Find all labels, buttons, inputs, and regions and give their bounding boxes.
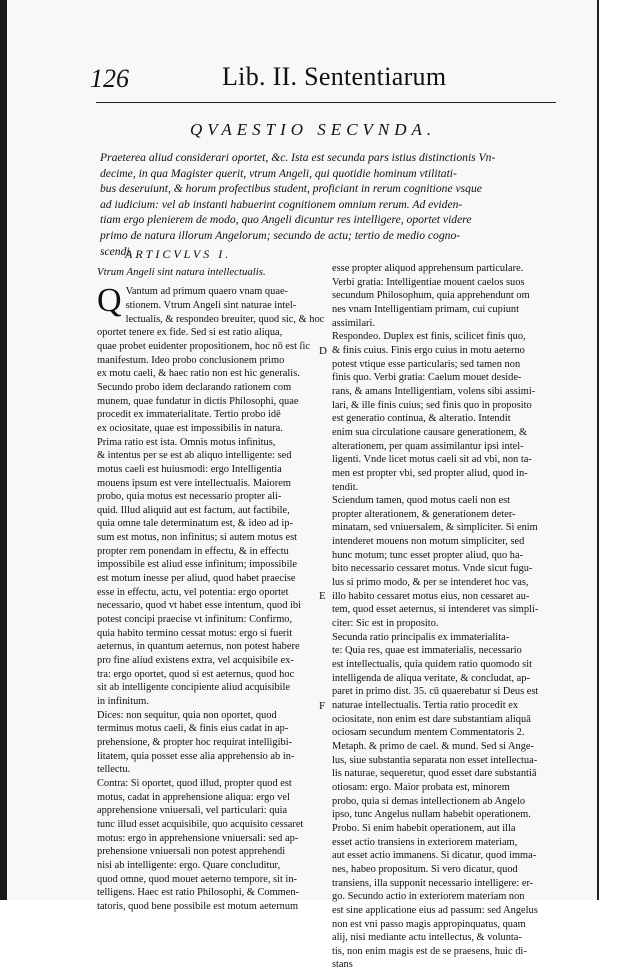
text-line: esse in effectu, actu, vel potentia: ergo oportet (97, 586, 289, 598)
page-number: 126 (90, 64, 129, 93)
text-line: potest concipi praecise vt infinitum: Confirmo, (97, 614, 293, 626)
text-line: ociositate, non enim est dare substantiam aliquā (332, 713, 531, 725)
page-gutter (0, 0, 7, 900)
text-line: pro fine aliud existens extra, vel acquisibile ex- (97, 655, 294, 667)
intro-line: decime, in qua Magister querit, vtrum Angeli, qui quotidie hominum vtilitati- (100, 166, 457, 180)
running-title: Lib. II. Sententiarum (222, 62, 447, 91)
margin-letter-f: F (319, 700, 326, 712)
text-line: Verbi gratia: Intelligentiae mouent caelos suos (332, 276, 525, 288)
text-line: manifestum. Ideo probo conclusionem primo (97, 354, 285, 366)
text-line: minatam, sed vniuersalem, & simpliciter. Si enim (332, 522, 538, 534)
drop-cap: Q (97, 282, 122, 320)
text-line: procedit ex immaterialitate. Tertio probo idē (97, 409, 281, 421)
text-line: tunc illud esset acquisibile, quo acquisito cessaret (97, 818, 304, 830)
text-line: litatem, quia posset esse alia apprehensio ab in- (97, 750, 295, 762)
intro-line: bus deseruiunt, & horum profectibus student, proficiant in rerum cognitione vsque (100, 182, 482, 196)
text-line: Secunda ratio principalis ex immaterialita- (332, 631, 510, 643)
text-line: Respondeo. Duplex est finis, scilicet finis quo, (332, 331, 526, 343)
text-line: est sine applicatione eius ad passum: sed Angelus (332, 904, 538, 916)
text-line: otiosam: ergo. Maior probata est, minorem (332, 781, 510, 793)
text-line: oportet tenere ex fide. Sed si est ratio aliqua, (97, 327, 283, 339)
text-line: necessario, quod vt habet esse intentum, quod ibi (97, 600, 302, 612)
text-line: lari, & ille finis cuius; sed finis quo in proposito (332, 399, 532, 411)
text-line: assimilari. (332, 317, 375, 329)
text-line: est motum inesse per aliud, quod habet praecise (97, 573, 296, 585)
article-heading: ARTICVLVS I. (125, 247, 232, 261)
intro-paragraph (100, 150, 555, 259)
text-line: quia omne tale determinatum est, & ideo ad ip- (97, 518, 293, 530)
text-line: mouens ipsum est vere intellectualis. Maiorem (97, 477, 291, 489)
text-line: Prima ratio est ista. Omnis motus infinitus, (97, 436, 276, 448)
text-line: ociosam secundum mentem Commentatoris 2. (332, 727, 525, 739)
header-rule (96, 102, 556, 103)
text-line: lus, siue substantia separata non esset intellectua- (332, 754, 538, 766)
adjacent-page-edge (597, 0, 631, 900)
text-line: sit ab intelligente concipiente aliud acquisibile (97, 682, 291, 694)
text-line: est generatio continua, & alteratio. Intendit (332, 413, 511, 425)
text-line: potest vtique esse particularis; sed tamen non (332, 358, 521, 370)
text-line: esset actio transiens in exteriorem materiam, (332, 836, 518, 848)
text-line: & intentus per se est ab aliquo intelligente: sed (97, 450, 292, 462)
text-line: propter rem ponendam in effectu, & in effectu (97, 545, 289, 557)
text-line: Secundo probo idem declarando rationem com (97, 381, 292, 393)
intro-line: tiam ergo plenierem de modo, quo Angeli dicuntur res intelligere, oportet videre (100, 213, 472, 227)
text-line: intelligenda de aliqua veritate, & concludat, ap- (332, 672, 530, 684)
text-line: aeternus, in quantum aeternus, non potest habere (97, 641, 300, 653)
text-line: est intellectualis, quia quidem ratio quomodo sit (332, 659, 532, 671)
text-line: motus, cadat in apprehensione aliqua: ergo vel (97, 791, 290, 803)
text-line: aut esset actio immanens. Si dicatur, quod imma- (332, 850, 537, 862)
text-line: alterationem, per quam assimilantur ipsi intel- (332, 440, 524, 452)
intro-line: primo de natura illorum Angelorum; secundo de actu; tertio de medio cogno- (100, 228, 461, 242)
text-line: tatoris, quod bene possibile est motum aeternum (97, 900, 299, 912)
text-line: Vantum ad primum quaero vnam quae- (125, 286, 289, 298)
text-line: Contra: Si oportet, quod illud, propter quod est (97, 777, 292, 789)
text-line: quae probet euidenter propositionem, hoc nō est ſic (97, 340, 310, 352)
text-line: finis quo. Verbi gratia: Caelum mouet deside- (332, 372, 522, 384)
text-line: secundum Philosophum, quia apprehendunt om (332, 290, 530, 302)
text-line: rans, & amans Intelligentiam, volens sibi assimi- (332, 385, 536, 397)
text-line: probo, quia si demas intellectionem ab Angelo (332, 795, 526, 807)
margin-letter-d: D (319, 345, 327, 357)
text-line: go. Secundo actio in exteriorem materiam non (332, 891, 525, 903)
text-line: nes, habeo propositum. Si vero dicatur, quod (332, 863, 518, 875)
text-line: paret in primo dist. 35. cū quaerebatur si Deus est (332, 686, 539, 698)
text-line: Metaph. & primo de cael. & mund. Sed si Ange- (332, 740, 535, 752)
text-line: terminus motus caeli, & finis eius cadat in ap- (97, 723, 289, 735)
text-line: lis naturae, sequeretur, quod esset dare substantiā (332, 768, 537, 780)
text-line: munem, quae fundatur in dictis Philosophi, quae (97, 395, 299, 407)
text-line: motus: ergo in apprehensione vniuersali: sed ap- (97, 832, 299, 844)
text-line: ex motu caeli, & haec ratio non est hic generalis. (97, 368, 300, 380)
text-line: lectualis, & respondeo breuiter, quod sic, & hoc (125, 313, 325, 325)
text-line: tellectu. (97, 764, 131, 776)
opening-paragraph (97, 282, 325, 353)
right-column (332, 262, 552, 972)
page-header (90, 62, 560, 96)
text-line: motus caeli est huiusmodi: ergo Intelligentia (97, 463, 282, 475)
text-line: impossibile est aliud esse infinitum; impossibile (97, 559, 298, 571)
text-line: stionem. Vtrum Angeli sint naturae intel- (125, 299, 297, 311)
text-line: probo, quia motus est necessario propter ali- (97, 491, 282, 503)
text-line: quod omne, quod mouet aeterno tempore, sit in- (97, 873, 297, 885)
intro-line: ad iudicium: vel ab instanti habuerint cognitionem omnium rerum. Ad eviden- (100, 197, 463, 211)
text-line: apprehensione vniuersali, vel particulari: quia (97, 805, 288, 817)
text-line: ipso, tunc Angelus nullam habebit operationem. (332, 809, 531, 821)
text-line: Sciendum tamen, quod motus caeli non est (332, 495, 511, 507)
text-line: tis, non enim magis est de se praesens, huic di- (332, 945, 527, 957)
article-question: Vtrum Angeli sint natura intellectualis. (97, 265, 266, 278)
text-line: prehensione vniuersali non potest apprehendi (97, 846, 286, 858)
text-line: hunc motum; tunc esset propter aliud, quo ha- (332, 549, 524, 561)
text-line: nes vnam Intelligentiam primam, cui cupiunt (332, 303, 519, 315)
text-line: tem, quod esset aeternus, si intenderet vas simpli- (332, 604, 539, 616)
margin-letter-e: E (319, 590, 326, 602)
text-line: prehensione, & propter hoc requirat intelligibi- (97, 736, 293, 748)
text-line: te: Quia res, quae est immaterialis, necessario (332, 645, 522, 657)
text-line: Probo. Si enim habebit operationem, aut illa (332, 822, 516, 834)
text-line: bito necessario cessaret motus. Vnde sicut fugu- (332, 563, 533, 575)
text-line: esse propter aliquod apprehensum particulare. (332, 263, 524, 274)
text-line: alij, nisi mediante actu intellectus, & volunta- (332, 932, 522, 944)
intro-line: scendi. (100, 244, 133, 258)
text-line: men est propter vbi, sed propter aliud, quod in- (332, 467, 528, 479)
text-line: stans (332, 959, 353, 971)
intro-line: Praeterea aliud considerari oportet, &c. Ista est secunda pars istius distinctionis Vn- (100, 151, 496, 164)
text-line: sum est motus, non infinitus; si autem motus est (97, 532, 298, 544)
text-line: tendit. (332, 481, 359, 493)
text-line: naturae intellectualis. Tertia ratio procedit ex (332, 700, 519, 711)
text-line: illo habito cessaret motus eius, non cessaret au- (332, 590, 530, 602)
text-line: intenderet mouens non motum simpliciter, sed (332, 536, 525, 548)
left-column (97, 247, 325, 914)
text-line: non est vni passo magis appropinquatus, quam (332, 918, 526, 930)
question-title: QVAESTIO SECVNDA. (190, 120, 437, 139)
text-line: citer: Sic est in proposito. (332, 618, 439, 630)
text-line: quid. Illud aliquid aut est factum, aut factibile, (97, 504, 290, 516)
text-line: nisi ab intelligente: ergo. Quare concluditur, (97, 859, 281, 871)
text-line: propter alterationem, & generationem deter- (332, 508, 516, 520)
text-line: telligens. Haec est ratio Philosophi, & Commen- (97, 887, 300, 899)
text-line: tra: ergo oportet, quod si est aeternus, quod hoc (97, 668, 295, 680)
text-line: enim sua circulatione causare generationem, & (332, 426, 528, 438)
text-line: transiens, illa supponit necessario intelligere: er- (332, 877, 534, 889)
text-line: ex ociositate, quae est impossibilis in natura. (97, 422, 283, 434)
text-line: & finis cuius. Finis ergo cuius in motu aeterno (332, 344, 525, 356)
text-line: Dices: non sequitur, quia non oportet, quod (97, 709, 277, 721)
text-line: quia habito termino cessat motus: ergo si fuerit (97, 627, 293, 639)
text-line: in infinitum. (97, 696, 149, 707)
text-line: lus si primo modo, & per se intenderet hoc vas, (332, 577, 529, 589)
text-line: ligenti. Vnde licet motus caeli sit ad vbi, non ta- (332, 454, 532, 466)
